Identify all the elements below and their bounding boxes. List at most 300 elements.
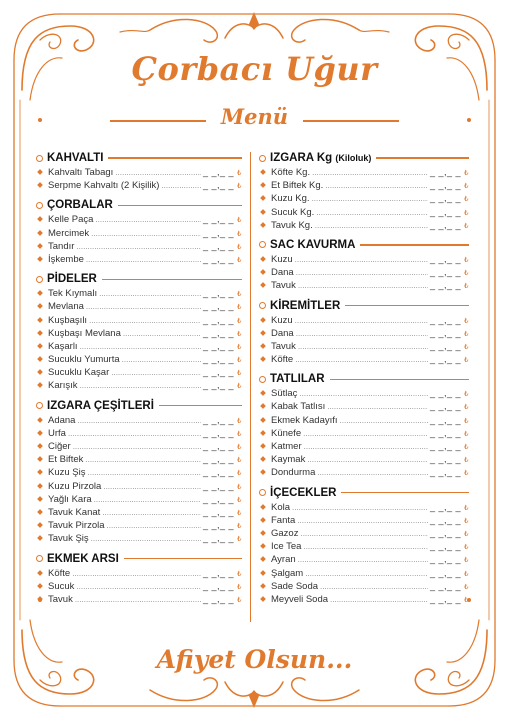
section-header — [259, 237, 469, 253]
menu-item-name: İşkembe — [48, 253, 84, 265]
section-title-main: PİDELER — [47, 273, 97, 286]
diamond-bullet-icon — [260, 530, 266, 536]
diamond-bullet-icon — [37, 182, 43, 188]
section-rule — [102, 279, 242, 280]
menu-item — [36, 288, 242, 301]
price-placeholder: _ _,_ _ — [203, 288, 235, 299]
menu-item-price — [430, 328, 469, 338]
diamond-bullet-icon — [37, 369, 43, 375]
menu-item-price — [430, 207, 469, 217]
menu-item-price — [430, 581, 469, 591]
menu-item-name: Kuzu — [271, 253, 293, 265]
diamond-bullet-icon — [37, 230, 43, 236]
price-placeholder: _ _,_ _ — [203, 427, 235, 438]
menu-subtitle: Menü — [220, 104, 289, 129]
lira-icon: ₺ — [464, 530, 469, 538]
price-placeholder: _ _,_ _ — [203, 253, 235, 264]
section-title-note: (Kiloluk) — [335, 153, 372, 163]
menu-item-name: Tavuk Kg. — [271, 219, 313, 231]
price-placeholder: _ _,_ _ — [203, 567, 235, 578]
section-header — [36, 398, 242, 414]
lira-icon: ₺ — [237, 343, 242, 351]
diamond-bullet-icon — [260, 390, 266, 396]
menu-item — [36, 494, 242, 507]
price-placeholder: _ _,_ _ — [203, 454, 235, 465]
diamond-bullet-icon — [260, 343, 266, 349]
menu-item-price — [203, 341, 242, 351]
dot-leader — [86, 302, 201, 311]
dot-leader — [297, 516, 428, 525]
menu-item — [36, 507, 242, 520]
section-header — [36, 197, 242, 213]
diamond-bullet-icon — [260, 583, 266, 589]
menu-item-name: Kaymak — [271, 454, 306, 466]
dot-leader — [72, 569, 201, 578]
dot-leader — [111, 368, 201, 377]
dot-leader — [312, 168, 428, 177]
lira-icon: ₺ — [237, 230, 242, 238]
dot-leader — [304, 442, 428, 451]
diamond-bullet-icon — [260, 356, 266, 362]
section-title — [47, 152, 103, 164]
dot-leader — [298, 342, 428, 351]
dot-leader — [91, 229, 201, 238]
menu-item — [36, 467, 242, 480]
dot-leader — [107, 521, 202, 530]
section-header — [259, 485, 469, 501]
menu-item — [259, 502, 469, 515]
diamond-bullet-icon — [37, 583, 43, 589]
menu-item-price — [203, 180, 242, 190]
menu-item-name: Kola — [271, 501, 291, 513]
lira-icon: ₺ — [464, 222, 469, 230]
dot-leader — [80, 342, 201, 351]
menu-item — [259, 220, 469, 233]
lira-icon: ₺ — [237, 496, 242, 504]
diamond-bullet-icon — [37, 522, 43, 528]
dot-leader — [299, 389, 428, 398]
dot-leader — [102, 508, 201, 517]
menu-item-name: Köfte — [271, 354, 294, 366]
lira-icon: ₺ — [464, 517, 469, 525]
lira-icon: ₺ — [464, 544, 469, 552]
menu-item-price — [203, 568, 242, 578]
diamond-bullet-icon — [37, 570, 43, 576]
section-pideler — [36, 271, 242, 394]
diamond-bullet-icon — [260, 543, 266, 549]
price-placeholder: _ _,_ _ — [203, 180, 235, 191]
price-placeholder: _ _,_ _ — [430, 193, 462, 204]
menu-item-name: Sütlaç — [271, 388, 298, 400]
menu-item — [259, 415, 469, 428]
dot-leader — [122, 355, 201, 364]
menu-item-name: Kabak Tatlısı — [271, 401, 326, 413]
lira-icon: ₺ — [237, 509, 242, 517]
menu-item-name: Künefe — [271, 427, 302, 439]
diamond-bullet-icon — [260, 256, 266, 262]
menu-item — [259, 554, 469, 567]
menu-item-price — [430, 254, 469, 264]
menu-item-price — [430, 502, 469, 512]
price-placeholder: _ _,_ _ — [430, 580, 462, 591]
menu-item-name: Dana — [271, 327, 294, 339]
menu-item — [36, 328, 242, 341]
dot-leader — [94, 495, 201, 504]
lira-icon: ₺ — [237, 444, 242, 451]
section-header — [36, 551, 242, 567]
menu-item-name: Urfa — [48, 427, 66, 439]
dot-leader — [312, 194, 428, 203]
section-title-main: ÇORBALAR — [47, 199, 113, 212]
menu-item-name: Tek Kıymalı — [48, 288, 98, 300]
menu-item-price — [430, 467, 469, 477]
menu-item-price — [203, 380, 242, 390]
dot-leader — [89, 316, 201, 325]
menu-item-name: Kaşarlı — [48, 340, 78, 352]
lira-icon: ₺ — [237, 536, 242, 544]
menu-item — [36, 228, 242, 241]
menu-item-name: Sucuk — [48, 580, 75, 592]
price-placeholder: _ _,_ _ — [203, 227, 235, 238]
price-placeholder: _ _,_ _ — [430, 219, 462, 230]
lira-icon: ₺ — [464, 404, 469, 412]
section-title-main: İÇECEKLER — [270, 486, 337, 499]
price-placeholder: _ _,_ _ — [430, 401, 462, 412]
dot-leader — [76, 242, 201, 251]
lira-icon: ₺ — [464, 209, 469, 217]
section-title — [47, 199, 113, 211]
circle-bullet-icon — [36, 555, 43, 562]
price-placeholder: _ _,_ _ — [430, 467, 462, 478]
menu-item-price — [203, 167, 242, 177]
price-placeholder: _ _,_ _ — [430, 354, 462, 365]
menu-item-price — [430, 220, 469, 230]
menu-item-name: Meyveli Soda — [271, 593, 329, 605]
diamond-bullet-icon — [260, 282, 266, 288]
menu-item-name: Köfte — [48, 567, 71, 579]
diamond-bullet-icon — [37, 430, 43, 436]
price-placeholder: _ _,_ _ — [203, 354, 235, 365]
menu-item — [259, 180, 469, 193]
lira-icon: ₺ — [464, 470, 469, 478]
menu-item-price — [430, 568, 469, 578]
menu-item-name: Kuzu Pirzola — [48, 480, 102, 492]
footer-text: Afiyet Olsun... — [156, 645, 353, 674]
section-kahvalti — [36, 150, 242, 193]
price-placeholder: _ _,_ _ — [203, 380, 235, 391]
dot-leader — [80, 381, 201, 390]
price-placeholder: _ _,_ _ — [430, 541, 462, 552]
menu-item-name: Ekmek Kadayıfı — [271, 414, 338, 426]
lira-icon: ₺ — [237, 570, 242, 578]
menu-item-price — [203, 328, 242, 338]
menu-item — [36, 241, 242, 254]
menu-item-name: Mevlana — [48, 301, 84, 313]
price-placeholder: _ _,_ _ — [430, 567, 462, 578]
menu-item-price — [203, 581, 242, 591]
menu-item — [259, 193, 469, 206]
lira-icon: ₺ — [237, 304, 242, 312]
diamond-bullet-icon — [37, 496, 43, 502]
price-placeholder: _ _,_ _ — [203, 314, 235, 325]
menu-item-price — [203, 288, 242, 298]
dot-leader — [295, 316, 428, 325]
section-title — [47, 273, 97, 285]
dot-leader — [161, 181, 201, 190]
dot-leader — [68, 429, 201, 438]
lira-icon: ₺ — [464, 444, 469, 451]
section-title-main: TATLILAR — [270, 373, 325, 386]
section-rule — [345, 305, 469, 306]
section-rule — [108, 157, 242, 158]
dot-leader — [307, 455, 428, 464]
menu-item — [36, 441, 242, 454]
menu-item — [36, 367, 242, 380]
section-title — [270, 300, 340, 312]
menu-item — [36, 254, 242, 267]
dot-leader — [95, 215, 201, 224]
menu-item-name: Kahvaltı Tabagı — [48, 167, 114, 178]
menu-item-price — [203, 241, 242, 251]
lira-icon: ₺ — [237, 383, 242, 391]
menu-item-name: Et Biftek Kg. — [271, 180, 324, 192]
price-placeholder: _ _,_ _ — [203, 167, 235, 177]
menu-item-price — [203, 533, 242, 543]
lira-icon: ₺ — [464, 391, 469, 399]
price-placeholder: _ _,_ _ — [203, 214, 235, 225]
price-placeholder: _ _,_ _ — [430, 514, 462, 525]
menu-item-price — [430, 315, 469, 325]
price-placeholder: _ _,_ _ — [203, 340, 235, 351]
menu-item-name: Gazoz — [271, 527, 299, 539]
price-placeholder: _ _,_ _ — [203, 327, 235, 338]
menu-item-name: Tavuk Kanat — [48, 506, 101, 518]
menu-item-price — [203, 454, 242, 464]
lira-icon: ₺ — [464, 557, 469, 565]
menu-item — [259, 528, 469, 541]
diamond-bullet-icon — [260, 209, 266, 215]
menu-item — [36, 380, 242, 393]
menu-item — [36, 581, 242, 594]
menu-item — [259, 441, 469, 454]
menu-item-price — [203, 520, 242, 530]
menu-item-name: Katmer — [271, 441, 302, 452]
menu-item-name: Ciğer — [48, 441, 71, 452]
menu-item-price — [430, 515, 469, 525]
lira-icon: ₺ — [464, 504, 469, 512]
menu-item-name: Fanta — [271, 514, 296, 526]
menu-item-name: Mercimek — [48, 227, 90, 239]
menu-item-price — [430, 594, 469, 604]
price-placeholder: _ _,_ _ — [430, 180, 462, 191]
dot-leader — [327, 402, 428, 411]
dot-leader — [298, 281, 428, 290]
lira-icon: ₺ — [237, 256, 242, 264]
menu-item — [36, 214, 242, 227]
diamond-bullet-icon — [37, 535, 43, 541]
price-placeholder: _ _,_ _ — [203, 506, 235, 517]
diamond-bullet-icon — [37, 169, 43, 175]
dot-leader — [303, 542, 428, 551]
menu-item — [259, 328, 469, 341]
section-title-main: KAHVALTI — [47, 152, 104, 164]
section-rule — [118, 205, 242, 206]
diamond-bullet-icon — [37, 217, 43, 223]
lira-icon: ₺ — [464, 583, 469, 591]
lira-icon: ₺ — [237, 596, 242, 604]
menu-item — [259, 568, 469, 581]
section-title-main: EKMEK ARSI — [47, 552, 119, 565]
menu-item — [36, 180, 242, 193]
menu-item — [259, 581, 469, 594]
menu-item-price — [430, 454, 469, 464]
diamond-bullet-icon — [260, 443, 266, 449]
section-title-main: IZGARA Kg — [270, 152, 333, 164]
diamond-bullet-icon — [260, 504, 266, 510]
price-placeholder: _ _,_ _ — [430, 593, 462, 604]
menu-item — [259, 167, 469, 180]
dot-leader — [315, 221, 428, 230]
circle-bullet-icon — [36, 276, 43, 283]
menu-item — [259, 401, 469, 414]
menu-item — [259, 207, 469, 220]
dot-leader — [305, 569, 428, 578]
lira-icon: ₺ — [464, 570, 469, 578]
circle-bullet-icon — [36, 402, 43, 409]
circle-bullet-icon — [36, 202, 43, 209]
dot-leader — [296, 268, 428, 277]
lira-icon: ₺ — [464, 357, 469, 365]
diamond-bullet-icon — [37, 596, 43, 602]
lira-icon: ₺ — [237, 483, 242, 491]
price-placeholder: _ _,_ _ — [203, 467, 235, 478]
diamond-bullet-icon — [260, 417, 266, 423]
menu-item — [259, 388, 469, 401]
menu-item-name: Ayran — [271, 554, 296, 566]
circle-bullet-icon — [259, 489, 266, 496]
dot-leader — [316, 208, 428, 217]
lira-icon: ₺ — [237, 330, 242, 338]
section-kiremitler — [259, 298, 469, 368]
restaurant-title: Çorbacı Uğur — [131, 50, 378, 88]
lira-icon: ₺ — [237, 457, 242, 465]
circle-bullet-icon — [259, 302, 266, 309]
dot-leader — [73, 442, 201, 451]
lira-icon: ₺ — [464, 196, 469, 204]
section-rule — [330, 379, 469, 380]
dot-leader — [300, 529, 428, 538]
lira-icon: ₺ — [464, 256, 469, 264]
menu-item-price — [203, 354, 242, 364]
lira-icon: ₺ — [237, 417, 242, 425]
diamond-bullet-icon — [260, 596, 266, 602]
price-placeholder: _ _,_ _ — [203, 533, 235, 544]
menu-item — [259, 341, 469, 354]
menu-item — [259, 354, 469, 367]
price-placeholder: _ _,_ _ — [430, 167, 462, 177]
menu-item-price — [430, 280, 469, 290]
column-divider — [250, 152, 251, 622]
menu-item-price — [430, 541, 469, 551]
price-placeholder: _ _,_ _ — [430, 206, 462, 217]
diamond-bullet-icon — [37, 383, 43, 389]
diamond-bullet-icon — [260, 169, 266, 175]
menu-item-price — [203, 254, 242, 264]
menu-item — [259, 254, 469, 267]
menu-item-price — [203, 507, 242, 517]
price-placeholder: _ _,_ _ — [430, 327, 462, 338]
section-corbalar — [36, 197, 242, 267]
menu-item-name: Ice Tea — [271, 541, 302, 553]
menu-item-name: Kuşbaşılı — [48, 314, 88, 326]
dot-leader — [320, 582, 428, 591]
menu-item-name: Serpme Kahvaltı (2 Kişilik) — [48, 180, 160, 192]
diamond-bullet-icon — [260, 222, 266, 228]
price-placeholder: _ _,_ _ — [430, 427, 462, 438]
menu-item — [36, 594, 242, 607]
right-column — [259, 150, 469, 611]
menu-item-name: Kuzu Kg. — [271, 193, 310, 205]
dot-leader — [99, 289, 201, 298]
section-header — [259, 298, 469, 314]
menu-item-name: Kuzu — [271, 314, 293, 326]
menu-item-name: Köfte Kg. — [271, 167, 311, 178]
dot-leader — [317, 468, 428, 477]
lira-icon: ₺ — [237, 470, 242, 478]
section-icecekler — [259, 485, 469, 608]
menu-item — [36, 354, 242, 367]
menu-item-price — [430, 267, 469, 277]
lira-icon: ₺ — [464, 457, 469, 465]
diamond-bullet-icon — [260, 330, 266, 336]
section-header — [259, 150, 469, 166]
menu-item-price — [203, 494, 242, 504]
lira-icon: ₺ — [237, 523, 242, 531]
dot-leader — [86, 255, 201, 264]
menu-item-price — [430, 180, 469, 190]
price-placeholder: _ _,_ _ — [430, 441, 462, 451]
dot-leader — [303, 429, 428, 438]
diamond-bullet-icon — [260, 517, 266, 523]
section-title — [270, 487, 336, 499]
menu-item-price — [203, 428, 242, 438]
menu-item — [259, 267, 469, 280]
price-placeholder: _ _,_ _ — [430, 414, 462, 425]
lira-icon: ₺ — [464, 330, 469, 338]
section-rule — [376, 157, 469, 158]
section-ekmek-arasi — [36, 551, 242, 608]
diamond-bullet-icon — [260, 196, 266, 202]
dot-leader — [103, 482, 201, 491]
section-title-main: SAC KAVURMA — [270, 238, 356, 251]
dot-leader — [330, 595, 428, 604]
dot-leader — [123, 329, 201, 338]
menu-item-price — [203, 367, 242, 377]
diamond-bullet-icon — [260, 556, 266, 562]
menu-item-name: Sucuklu Yumurta — [48, 354, 120, 366]
menu-item-name: Sucuk Kg. — [271, 206, 315, 218]
price-placeholder: _ _,_ _ — [203, 520, 235, 531]
menu-item-price — [203, 415, 242, 425]
menu-item-price — [430, 167, 469, 177]
diamond-bullet-icon — [260, 317, 266, 323]
menu-item-price — [430, 554, 469, 564]
diamond-bullet-icon — [37, 470, 43, 476]
menu-item — [259, 541, 469, 554]
diamond-bullet-icon — [37, 356, 43, 362]
menu-item — [36, 415, 242, 428]
menu-item — [36, 481, 242, 494]
